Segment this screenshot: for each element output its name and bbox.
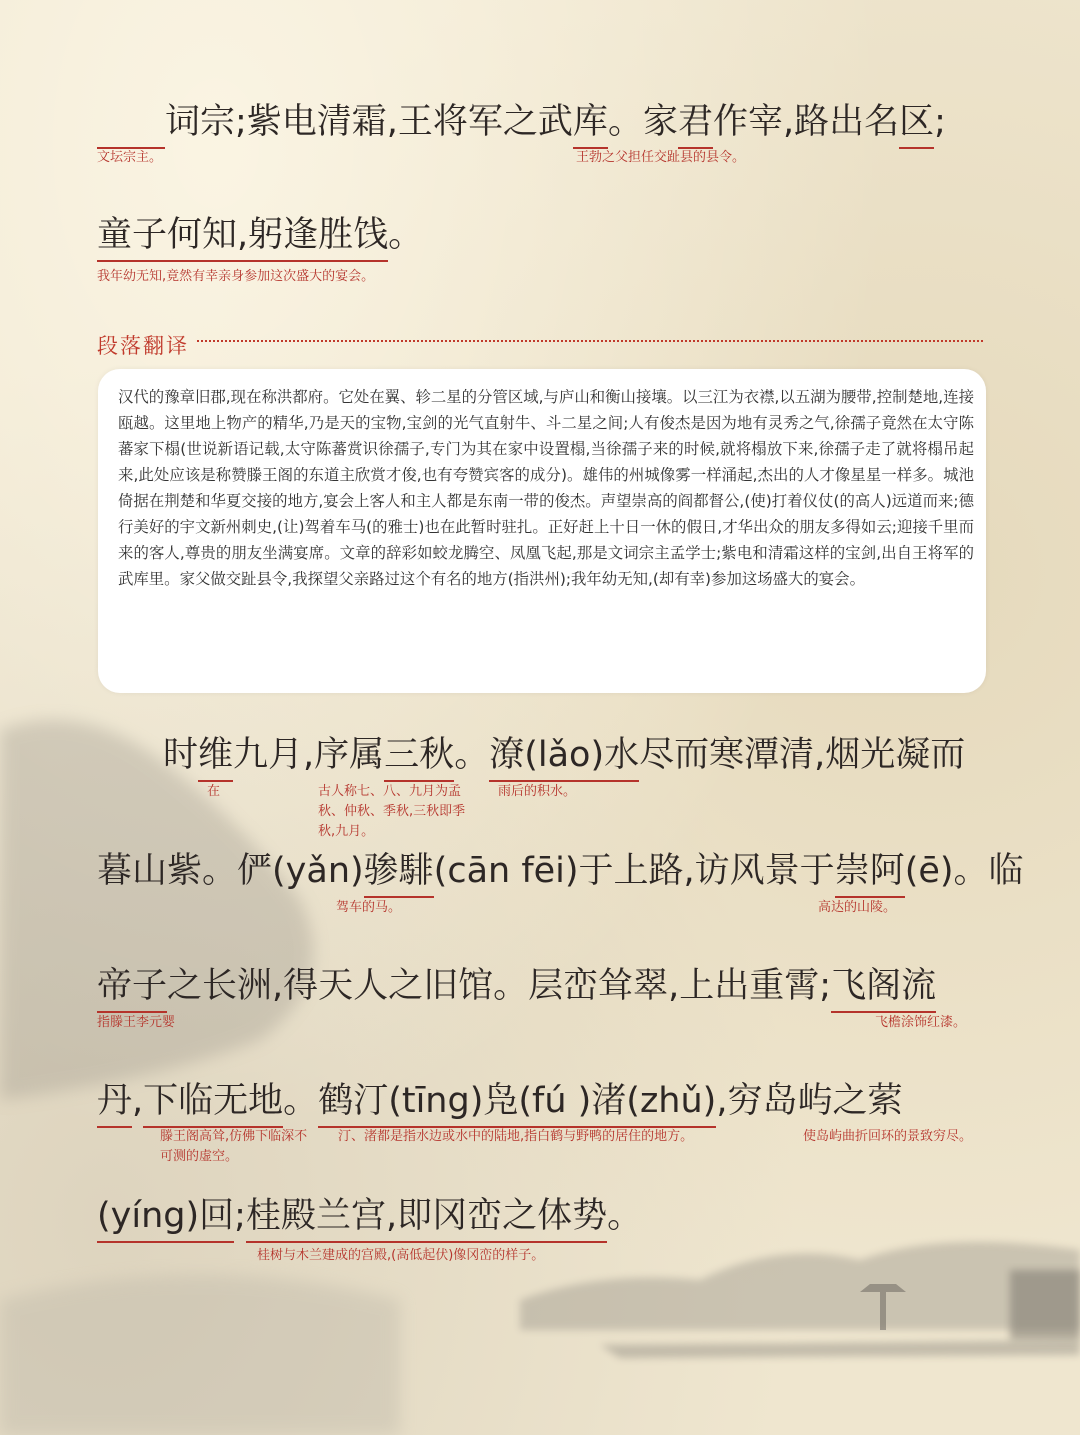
text-line-2 xyxy=(97,213,423,257)
annotated-phrase: 桂殿兰宫,即冈峦之体势 xyxy=(245,1196,608,1236)
text-fragment: 之长洲,得天人之旧馆。层峦耸翠,上出重霄; xyxy=(167,966,832,1006)
text-line-5 xyxy=(97,964,936,1008)
annotated-word: 君 xyxy=(677,102,713,142)
text-fragment: 词宗;紫电清霜,王将军之武 xyxy=(165,102,573,142)
text-fragment: 。 xyxy=(283,1081,319,1121)
text-fragment: 作宰,路出名 xyxy=(712,102,900,142)
annotation-note: 在 xyxy=(207,784,221,799)
annotation-note: 古人称七、八、九月为孟秋、仲秋、季秋,三秋即季秋,九月。 xyxy=(318,784,466,839)
text-fragment: 时 xyxy=(163,735,199,775)
annotated-word: 潦 xyxy=(489,735,525,775)
text-fragment: (cān fēi)于上路,访风景于 xyxy=(433,851,835,891)
text-line-1 xyxy=(97,100,946,144)
text-fragment: 。 xyxy=(607,1196,643,1236)
annotated-word: 维 xyxy=(198,735,234,775)
annotation-note: 滕王阁高耸,仿佛下临深不可测的虚空。 xyxy=(160,1129,308,1164)
annotation-note: 雨后的积水。 xyxy=(498,784,577,799)
text-fragment: ,穷岛屿之萦 xyxy=(716,1081,903,1121)
text-line-7 xyxy=(97,1194,642,1238)
annotated-word: 三秋 xyxy=(384,735,455,775)
translation-text: 汉代的豫章旧郡,现在称洪都府。它处在翼、轸二星的分管区域,与庐山和衡山接壤。以三江为衣襟,以五湖为腰带,控制楚地,连接瓯越。这里地上物产的精华,乃是天的宝物,宝剑的光气直射牛、斗二星之间;人有俊杰是因为地有灵秀之气,徐孺子竟然在太守陈蕃家下榻(世说新语记载,太守陈蕃赏识徐孺子,专门为其在家中设置榻,当徐孺子来的时候,就将榻放下来,徐孺子走了就将榻吊起来,此处应该是称赞滕王阁的东道主欣赏才俊,也有夸赞宾客的成分)。雄伟的州城像雾一样涌起,杰出的人才像星星一样多。城池倚据在荆楚和华夏交接的地方,宴会上客人和主人都是东南一带的俊杰。声望崇高的阎都督公,(使)打着仪仗(的高人)远道而来;德行美好的宇文新州刺史,(让)驾着车马(的雅士)也在此暂时驻扎。正好赶上十日一休的假日,才华出众的朋友多得如云;迎接千里而来的客人,尊贵的朋友坐满宴席。文章的辞彩如蛟龙腾空、凤凰飞起,那是文词宗主孟学士;紫电和清霜这样的宝剑,出自王将军的武库里。家父做交趾县令,我探望父亲路过这个有名的地方(指洪州);我年幼无知,(却有幸)参加这场盛大的宴会。 xyxy=(118,388,974,588)
annotation-note: 汀、渚都是指水边或水中的陆地,指白鹤与野鸭的居住的地方。 xyxy=(338,1129,694,1144)
text-fragment: 。 xyxy=(454,735,490,775)
dotted-divider xyxy=(197,340,983,342)
text-fragment: 暮山紫。俨(yǎn) xyxy=(97,851,364,891)
annotation-note: 高达的山陵。 xyxy=(818,900,897,915)
annotated-word: (lǎo)水 xyxy=(524,735,640,775)
annotated-word: 下临无地 xyxy=(143,1081,284,1121)
text-fragment: ; xyxy=(234,1196,246,1236)
annotation-note: 驾车的马。 xyxy=(336,900,402,915)
blank-underline xyxy=(97,104,165,144)
annotated-word: 区 xyxy=(899,102,935,142)
annotated-phrase: 童子何知,躬逢胜饯 xyxy=(97,215,389,255)
annotation-note: 我年幼无知,竟然有幸亲身参加这次盛大的宴会。 xyxy=(97,269,375,284)
annotation-note: 使岛屿曲折回环的景致穷尽。 xyxy=(803,1129,973,1144)
text-fragment: (ē)。临 xyxy=(904,851,1024,891)
translation-box xyxy=(98,369,986,693)
text-fragment: , xyxy=(132,1081,144,1121)
annotation-note: 飞檐涂饰红漆。 xyxy=(875,1015,967,1030)
annotated-word: 崇阿 xyxy=(834,851,905,891)
text-fragment: 尽而寒潭清,烟光凝而 xyxy=(639,735,966,775)
text-fragment: ; xyxy=(934,102,946,142)
annotated-word: 库 xyxy=(572,102,608,142)
annotated-word: 丹 xyxy=(97,1081,133,1121)
section-title: 段落翻译 xyxy=(97,334,189,358)
annotation-note: 桂树与木兰建成的宫殿,(高低起伏)像冈峦的样子。 xyxy=(257,1248,545,1263)
text-line-3 xyxy=(163,733,965,777)
annotation-note: 王勃之父担任交趾县的县令。 xyxy=(576,150,746,165)
text-fragment: 。 xyxy=(388,215,424,255)
text-fragment: 。家 xyxy=(607,102,678,142)
annotated-word: 帝子 xyxy=(97,966,168,1006)
annotation-note: 指滕王李元婴 xyxy=(97,1015,176,1030)
annotation-note: 文坛宗主。 xyxy=(97,150,163,165)
text-line-4 xyxy=(97,849,1024,893)
text-line-6 xyxy=(97,1079,902,1123)
annotated-word: (yíng)回 xyxy=(97,1196,235,1236)
annotated-word: 飞阁流 xyxy=(831,966,937,1006)
annotated-word: 骖騑 xyxy=(363,851,434,891)
text-fragment: 九月,序属 xyxy=(233,735,385,775)
annotated-phrase: 鹤汀(tīng)凫(fú )渚(zhǔ) xyxy=(318,1081,717,1121)
